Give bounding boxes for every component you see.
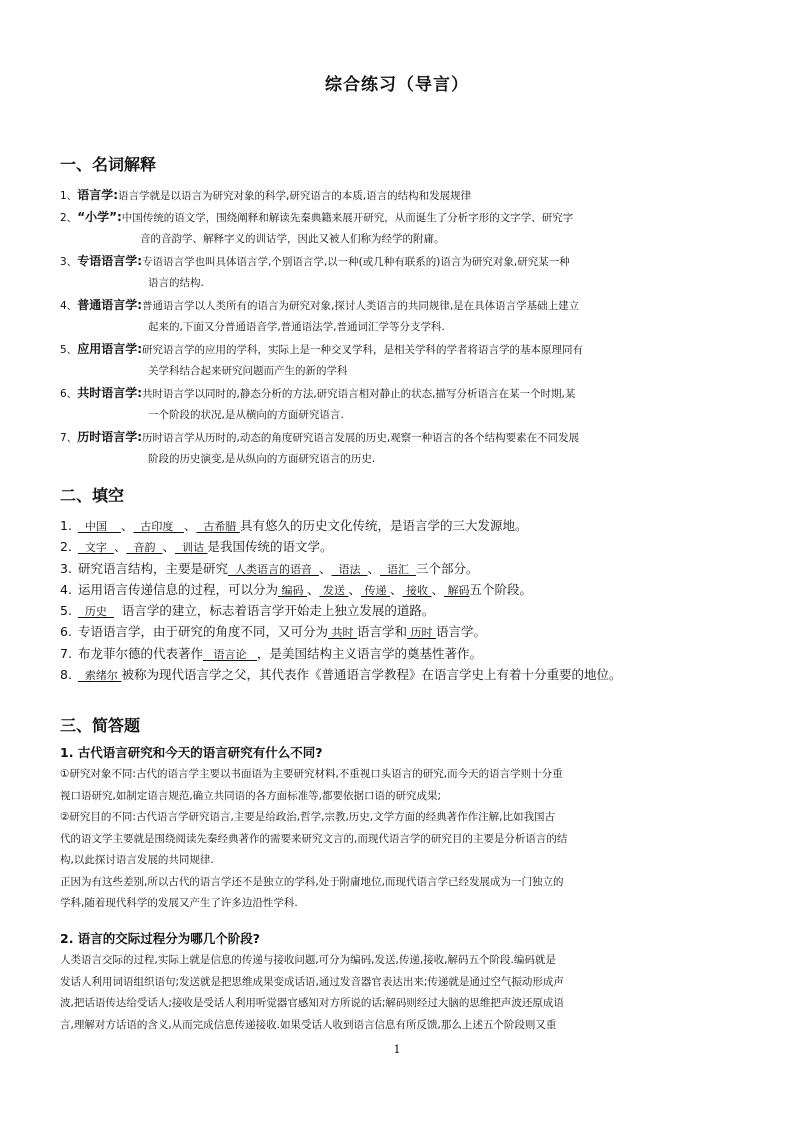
fill-number: 4.	[60, 581, 72, 597]
fill-text: 语言学和	[356, 624, 407, 640]
answer-line: 发话人利用词语组织语句;发送就是把思维成果变成话语,通过发音器官表达出来;传递就是通过空气振动形成声	[60, 975, 564, 988]
definition-item	[60, 382, 740, 426]
fill-item	[60, 558, 750, 579]
definition-item	[60, 338, 740, 382]
definition-text: 起来的,下面又分普通语音学,普通语法学,普通词汇学等分支学科.	[148, 321, 445, 333]
fill-text: 研究语言结构，主要是研究	[77, 560, 228, 576]
fill-text: 语言学。	[435, 624, 486, 640]
definition-line	[60, 316, 740, 338]
fill-item	[60, 579, 750, 600]
fill-text: 被称为现代语言学之父，其代表作《普通语言学教程》在语言学史上有着十分重要的地位。	[121, 667, 622, 683]
answer-line: 代的语文学主要就是围绕阅读先秦经典著作的需要来研究文言的,而现代语言学的研究目的主要是分析语言的结	[60, 832, 568, 845]
section-heading-short-answer: 三、简答题	[60, 716, 141, 735]
question-1: 1. 古代语言研究和今天的语言研究有什么不同?	[60, 745, 323, 760]
fill-number: 8.	[60, 667, 72, 683]
fill-text: 、	[431, 581, 445, 597]
fill-text: 具有悠久的历史文化传统，是语言学的三大发源地。	[239, 518, 528, 533]
fill-item	[60, 536, 750, 557]
fill-answer: 历史	[77, 605, 114, 619]
fill-text: 、	[348, 581, 361, 597]
answer-2	[60, 950, 740, 1036]
definition-term: “小学”:	[77, 210, 122, 224]
definition-line	[60, 272, 740, 294]
definition-text: 研究语言学的应用的学科，实际上是一种交叉学科，是相关学科的学者将语言学的基本原理同有	[142, 344, 583, 356]
definition-text: 关学科结合起来研究问题而产生的新的学科	[148, 365, 348, 377]
page-title: 综合练习（导言）	[325, 75, 469, 95]
fill-text: 三个部分。	[415, 560, 479, 576]
fill-number: 6.	[60, 624, 72, 640]
section-heading-terms: 一、名词解释	[60, 155, 157, 174]
fill-answer: 训诂	[174, 541, 208, 555]
definition-line	[60, 184, 740, 206]
definition-line	[60, 206, 740, 228]
definition-text: 历时语言学从历时的,动态的角度研究语言发展的历史,观察一种语言的各个结构要素在不同发展	[142, 432, 580, 444]
question-2: 2. 语言的交际过程分为哪几个阶段?	[60, 931, 261, 946]
definitions-list	[60, 184, 740, 470]
definition-text: 阶段的历史演变,是从纵向的方面研究语言的历史.	[148, 453, 376, 465]
definition-text: 共时语言学以同时的,静态分析的方法,研究语言相对静止的状态,描写分析语言在某一个时期,某	[142, 388, 576, 400]
fill-answer: 音韵	[126, 541, 163, 555]
definition-number: 3、	[60, 256, 78, 268]
fill-text: 是我国传统的语文学。	[207, 539, 333, 555]
fill-answer: 接收	[402, 583, 432, 597]
definition-term: 专语语言学:	[77, 254, 142, 268]
definition-line	[60, 360, 740, 382]
fill-answer: 人类语言的语音	[227, 562, 319, 576]
section-heading-fill: 二、填空	[60, 486, 125, 505]
definition-text: 专语语言学也叫具体语言学,个别语言学,以一种(或几种有联系的)语言为研究对象,研究某一种	[142, 256, 570, 268]
fill-answer: 共时	[327, 626, 357, 640]
fill-answer: 古希腊	[196, 520, 240, 533]
answer-line: 波,把话语传达给受话人;接收是受话人利用听觉器官感知对方所说的话;解码则经过大脑的思维把声波还原成语	[60, 997, 564, 1009]
fill-item	[60, 643, 750, 664]
definition-line	[60, 294, 740, 316]
answer-line: 言,理解对方话语的含义,从而完成信息传递接收.如果受话人收到语言信息有所反馈,那么上述五个阶段则又重	[60, 1018, 557, 1031]
definition-line	[60, 382, 740, 404]
question-block-2	[60, 928, 740, 1036]
definition-number: 4、	[60, 300, 78, 312]
question-block-1	[60, 742, 740, 915]
definition-line	[60, 448, 740, 470]
definition-line	[60, 338, 740, 360]
answer-1	[60, 764, 740, 915]
definition-number: 1、	[60, 190, 78, 202]
fill-text: 、	[389, 581, 403, 597]
definition-line	[60, 250, 740, 272]
fill-answer: 语言论	[202, 647, 257, 661]
definition-term: 共时语言学:	[77, 386, 142, 400]
answer-line: 人类语言交际的过程,实际上就是信息的传递与接收问题,可分为编码,发送,传递,接收,解码五个阶段.编码就是	[60, 954, 556, 966]
fill-answer: 发送	[319, 583, 349, 597]
fill-answer: 文字	[77, 541, 114, 555]
fill-text: 五个阶段。	[469, 581, 533, 597]
answer-line: ②研究目的不同:古代语言学研究语言,主要是给政治,哲学,宗教,历史,文学方面的经典著作作注解,比如我国古	[60, 811, 555, 823]
definition-item	[60, 294, 740, 338]
fill-text: 语言学的建立，标志着语言学开始走上独立发展的道路。	[113, 603, 435, 619]
fill-text: 布龙菲尔德的代表著作	[77, 645, 203, 661]
fill-text: 、	[162, 539, 175, 555]
definition-text: 一个阶段的状况,是从横向的方面研究语言.	[148, 409, 344, 421]
fill-answer: 编码	[277, 583, 307, 597]
definition-line	[60, 426, 740, 448]
fill-in-list	[60, 515, 750, 685]
fill-text: 、	[113, 539, 127, 555]
fill-answer: 古印度	[133, 520, 184, 533]
definition-term: 历时语言学:	[77, 430, 142, 444]
fill-text: 、	[367, 560, 380, 576]
definition-number: 5、	[60, 344, 78, 356]
fill-answer: 历时	[406, 626, 436, 640]
definition-number: 6、	[60, 388, 78, 400]
answer-line: 视口语研究,如制定语言规范,确立共同语的各方面标准等,都要依据口语的研究成果;	[60, 789, 442, 802]
fill-text: 、	[318, 560, 332, 576]
definition-text: 普通语言学以人类所有的语言为研究对象,探讨人类语言的共同规律,是在具体语言学基础上建立	[142, 300, 580, 312]
definition-text: 语言的结构.	[148, 277, 204, 289]
fill-answer: 传递	[360, 583, 390, 597]
definition-term: 普通语言学:	[77, 298, 142, 312]
fill-text: 运用语言传递信息的过程，可以分为	[77, 581, 278, 597]
fill-text: 、	[183, 518, 197, 533]
definition-number: 7、	[60, 432, 78, 444]
answer-line: 构,以此探讨语言发展的共同规律.	[60, 854, 214, 866]
definition-text: 音的音韵学、解释字义的训诂学，因此又被人们称为经学的附庸。	[140, 233, 445, 245]
definition-item	[60, 184, 740, 206]
definition-term: 应用语言学:	[77, 342, 142, 356]
fill-text: 专语语言学，由于研究的角度不同，又可分为	[77, 624, 328, 640]
answer-line: 学科,随着现代科学的发展又产生了许多边沿性学科.	[60, 897, 298, 909]
page-number: 1	[393, 1043, 401, 1056]
fill-answer: 中国	[77, 520, 121, 533]
fill-number: 7.	[60, 645, 72, 661]
fill-answer: 解码	[444, 583, 470, 597]
answer-line: ①研究对象不同:古代的语言学主要以书面语为主要研究材料,不重视口头语言的研究,而今天的语言学则十分重	[60, 768, 563, 780]
fill-answer: 语汇	[379, 562, 416, 576]
answer-line: 正因为有这些差别,所以古代的语言学还不是独立的学科,处于附庸地位,而现代语言学已经发展成为一门独立的	[60, 875, 564, 888]
fill-number: 3.	[60, 560, 72, 576]
definition-item	[60, 250, 740, 294]
fill-answer: 语法	[331, 562, 368, 576]
fill-number: 1.	[60, 518, 72, 533]
fill-item	[60, 664, 750, 685]
definition-item	[60, 206, 740, 250]
fill-answer: 索绪尔	[77, 669, 122, 683]
definition-text: 语言学就是以语言为研究对象的科学,研究语言的本质,语言的结构和发展规律	[118, 190, 472, 202]
fill-text: ，是美国结构主义语言学的奠基性著作。	[256, 645, 482, 661]
fill-item	[60, 600, 750, 621]
fill-text: 、	[306, 581, 320, 597]
fill-text: 、	[120, 518, 134, 533]
definition-line	[60, 404, 740, 426]
definition-number: 2、	[60, 212, 78, 224]
definition-line	[60, 228, 740, 250]
definition-item	[60, 426, 740, 470]
fill-number: 5.	[60, 603, 72, 619]
definition-text: 中国传统的语文学，围绕阐释和解读先秦典籍来展开研究，从而诞生了分析字形的文字学、研究字	[121, 212, 574, 224]
definition-term: 语言学:	[77, 188, 118, 202]
fill-number: 2.	[60, 539, 72, 555]
fill-item	[60, 515, 750, 536]
fill-item	[60, 621, 750, 642]
